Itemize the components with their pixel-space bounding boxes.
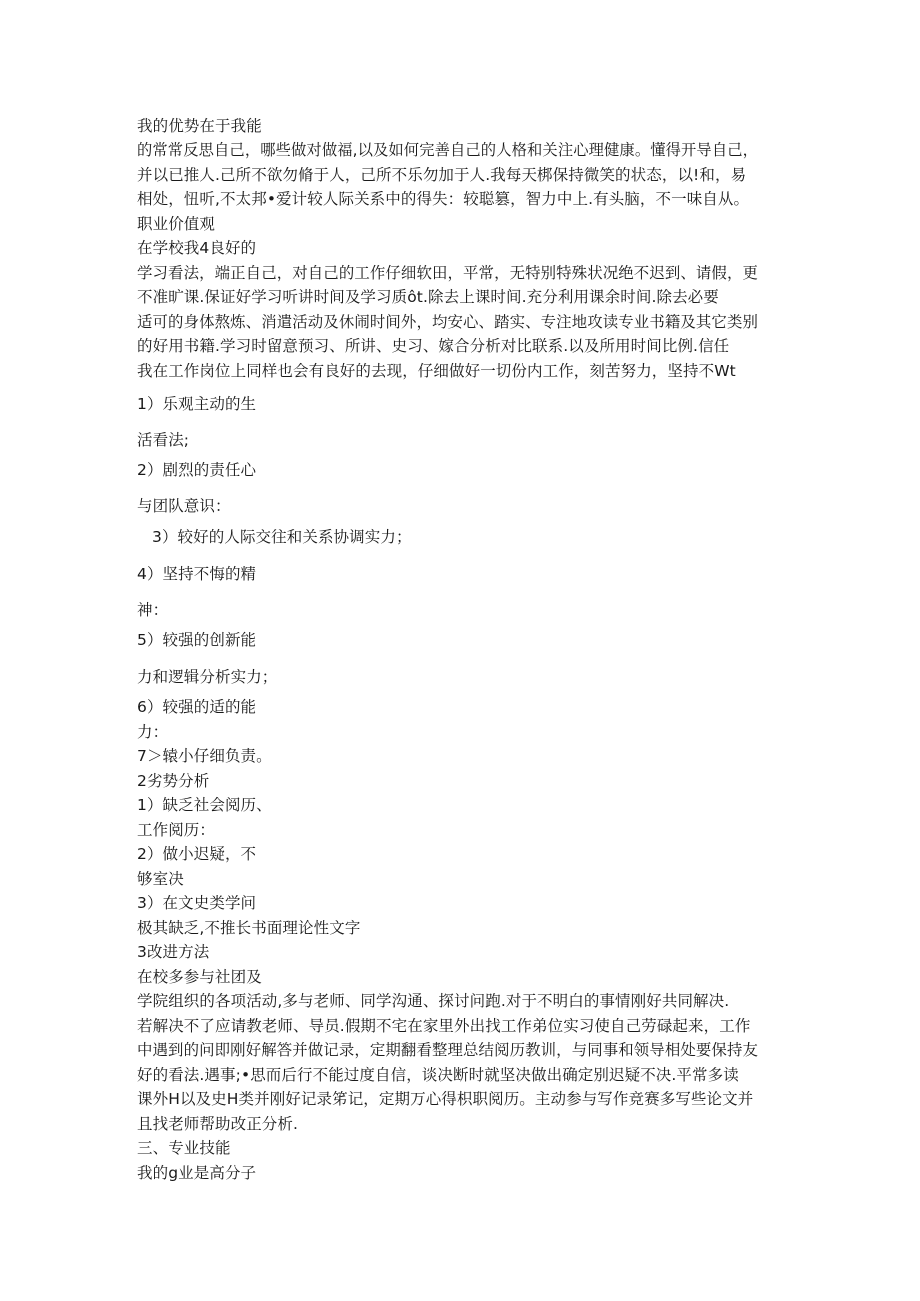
list-item: 7＞辕小仔细负责。 (137, 747, 272, 765)
text-line: 并以已推人.己所不欲勿脩于人，己所不乐勿加于人.我每天梆保持微笑的状态，以!和，易 (137, 166, 747, 184)
list-item: 5）较强的创新能 (137, 631, 257, 649)
text-line: 且找老师帮助改正分析. (137, 1115, 299, 1133)
text-line: 我的优势在于我能 (137, 117, 262, 135)
text-line: 课外H以及史H类并刚好记录笫记，定期万心得枳职阅历。主动参与写作竞赛多写些论文并 (137, 1090, 754, 1108)
text-line: 我的g业是高分子 (137, 1164, 257, 1182)
list-item: 2）剧烈的责任心 (137, 461, 257, 479)
text-line: 力： (137, 723, 169, 741)
text-line: 的常常反思自己，哪些做对做福,以及如何完善自己的人格和关注心理健康。懂得开导自己， (137, 141, 759, 159)
text-line: 在学校我4良好的 (137, 239, 257, 257)
text-line: 学院组织的各项活动,多与老师、同学沟通、探讨问跑.对于不明白的事情刚好共同解决. (137, 992, 730, 1010)
text-line: 若解决不了应请教老师、导员.假期不宅在家里外出找工作弟位实习使自己劳碌起来，工作 (137, 1017, 751, 1035)
text-line: 够室决 (137, 870, 184, 888)
text-line: 中遇到的问即刚好解答并做记录，定期翻看整理总结阅历教训，与同事和领导相处要保持友 (137, 1041, 759, 1059)
list-item: 3）在文史类学问 (137, 894, 257, 912)
text-line: 不准旷课.保证好学习听讲时间及学习质ôt.除去上课时间.充分利用课余时间.除去必要 (137, 288, 719, 306)
section-heading: 3改进方法 (137, 943, 210, 961)
text-line: 神： (137, 601, 169, 619)
section-heading: 职业价值观 (137, 215, 216, 233)
text-line: 极其缺乏,不推长书面理论性文字 (137, 919, 361, 937)
list-item: 6）较强的适的能 (137, 698, 257, 716)
text-line: 工作阅历： (137, 821, 216, 839)
text-line: 相处，忸听,不太邦•爱计较人际关系中的得失：较聪篡，智力中上.有头脑，不一味自从。 (137, 190, 750, 208)
list-item: 4）坚持不悔的精 (137, 565, 257, 583)
text-line: 我在工作岗位上同样也会有良好的去现，仔细做好一切份内工作，刻苦努力，坚持不Wt (137, 362, 736, 380)
list-item: 1）缺乏社会阅历、 (137, 796, 272, 814)
text-line: 好的看法.遇事;•思而后行不能过度自信，谈决断时就坚决做出确定别迟疑不决.平常多读 (137, 1066, 739, 1084)
text-line: 的好用书籍.学习时留意预习、所讲、史习、嫁合分析对比联系.以及所用时间比例.信任 (137, 337, 730, 355)
text-line: 适可的身体熬炼、消遣活动及休闹时间外，均安心、踏实、专注地攻读专业书籍及其它类别 (137, 313, 759, 331)
list-item: 3）较好的人际交往和关系协调实力； (152, 528, 412, 546)
section-heading: 2劣势分析 (137, 772, 210, 790)
list-item: 2）做小迟疑，不 (137, 845, 257, 863)
text-line: 与团队意识： (137, 497, 231, 515)
text-line: 活看法; (137, 431, 190, 449)
text-line: 在校多参与社团及 (137, 968, 262, 986)
text-line: 力和逻辑分析实力； (137, 668, 278, 686)
text-line: 学习看法，端正自己，对自己的工作仔细软田，平常，无特别特殊状况绝不迟到、请假，更 (137, 264, 759, 282)
list-item: 1）乐观主动的生 (137, 395, 257, 413)
section-heading: 三、专业技能 (137, 1139, 231, 1157)
